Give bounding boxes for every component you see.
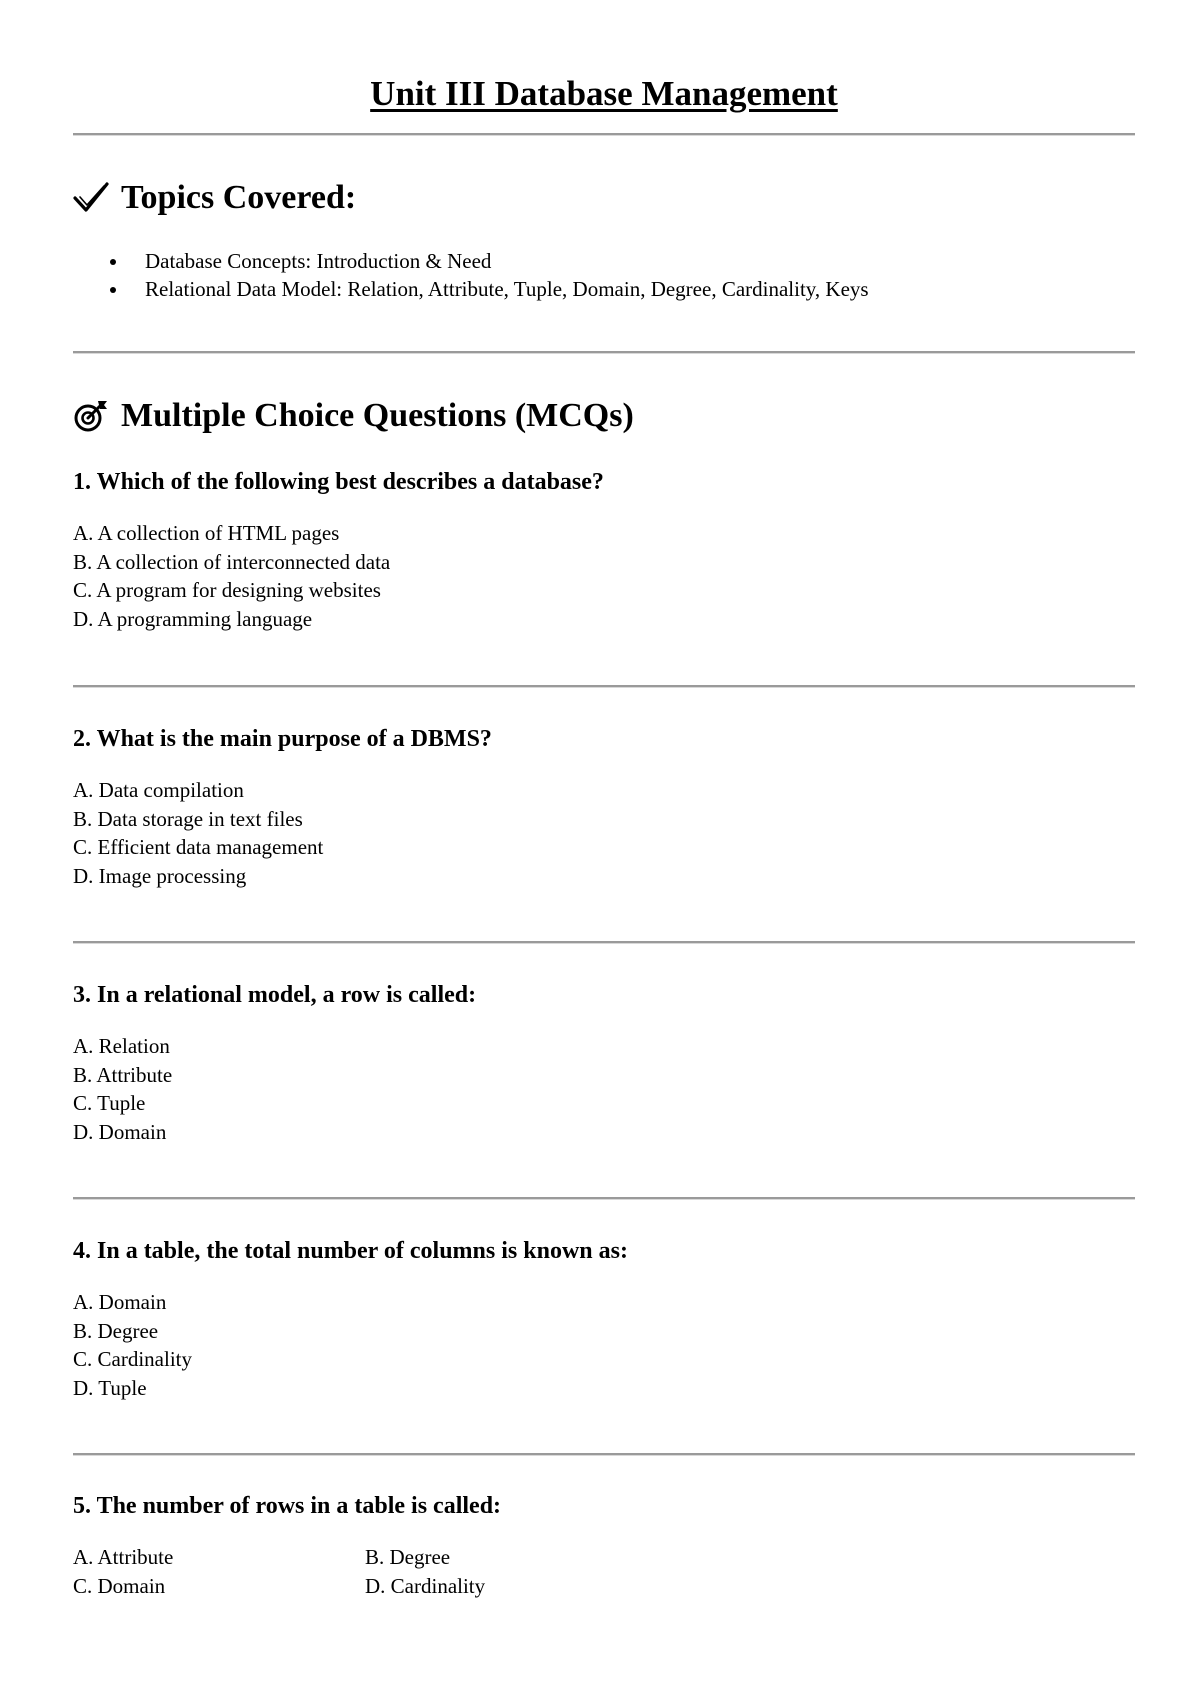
option-grid bbox=[73, 1543, 1135, 1600]
question-text: 1. Which of the following best describes a database? bbox=[73, 469, 604, 495]
option-c: C. Efficient data management bbox=[73, 835, 324, 859]
question-text: 4. In a table, the total number of columns is known as: bbox=[73, 1238, 628, 1264]
option-a: A. A collection of HTML pages bbox=[73, 521, 340, 545]
mcq-heading bbox=[73, 395, 634, 437]
divider bbox=[73, 1453, 1135, 1456]
target-icon bbox=[73, 399, 109, 433]
option-d: D. Image processing bbox=[73, 863, 247, 888]
option-c: C. Tuple bbox=[73, 1091, 146, 1115]
option-d: D. Cardinality bbox=[365, 1573, 486, 1598]
question-5 bbox=[73, 1491, 1135, 1600]
option-a: A. Attribute bbox=[73, 1545, 174, 1569]
divider bbox=[73, 351, 1135, 354]
option-d: D. Tuple bbox=[73, 1375, 147, 1400]
option-a: A. Domain bbox=[73, 1290, 167, 1314]
question-1 bbox=[73, 467, 1135, 633]
mcq-heading-label: Multiple Choice Questions (MCQs) bbox=[121, 397, 634, 434]
question-3 bbox=[73, 980, 1135, 1146]
question-text: 2. What is the main purpose of a DBMS? bbox=[73, 726, 492, 752]
topics-list bbox=[73, 247, 869, 303]
list-item: Database Concepts: Introduction & Need bbox=[73, 247, 869, 275]
divider bbox=[73, 941, 1135, 944]
option-c: C. Domain bbox=[73, 1573, 166, 1598]
page-title: Unit III Database Management bbox=[370, 74, 838, 113]
divider bbox=[73, 685, 1135, 688]
option-d: D. A programming language bbox=[73, 606, 313, 631]
topics-heading bbox=[73, 177, 356, 219]
list-item: Relational Data Model: Relation, Attribute, Tuple, Domain, Degree, Cardinality, Keys bbox=[73, 275, 869, 303]
option-b: B. Attribute bbox=[73, 1062, 173, 1087]
check-icon bbox=[73, 181, 109, 215]
topics-heading-label: Topics Covered: bbox=[121, 179, 357, 216]
question-2 bbox=[73, 724, 1135, 890]
option-b: B. A collection of interconnected data bbox=[73, 549, 391, 574]
option-a: A. Data compilation bbox=[73, 778, 244, 802]
divider bbox=[73, 133, 1135, 136]
option-b: B. Data storage in text files bbox=[73, 806, 303, 831]
option-a: A. Relation bbox=[73, 1034, 170, 1058]
question-4 bbox=[73, 1236, 1135, 1402]
divider bbox=[73, 1197, 1135, 1200]
option-c: C. A program for designing websites bbox=[73, 578, 381, 602]
option-b: B. Degree bbox=[73, 1318, 159, 1343]
option-c: C. Cardinality bbox=[73, 1347, 192, 1371]
question-text: 5. The number of rows in a table is called: bbox=[73, 1493, 502, 1519]
option-b: B. Degree bbox=[365, 1545, 451, 1569]
question-text: 3. In a relational model, a row is called: bbox=[73, 982, 477, 1008]
option-d: D. Domain bbox=[73, 1119, 167, 1144]
